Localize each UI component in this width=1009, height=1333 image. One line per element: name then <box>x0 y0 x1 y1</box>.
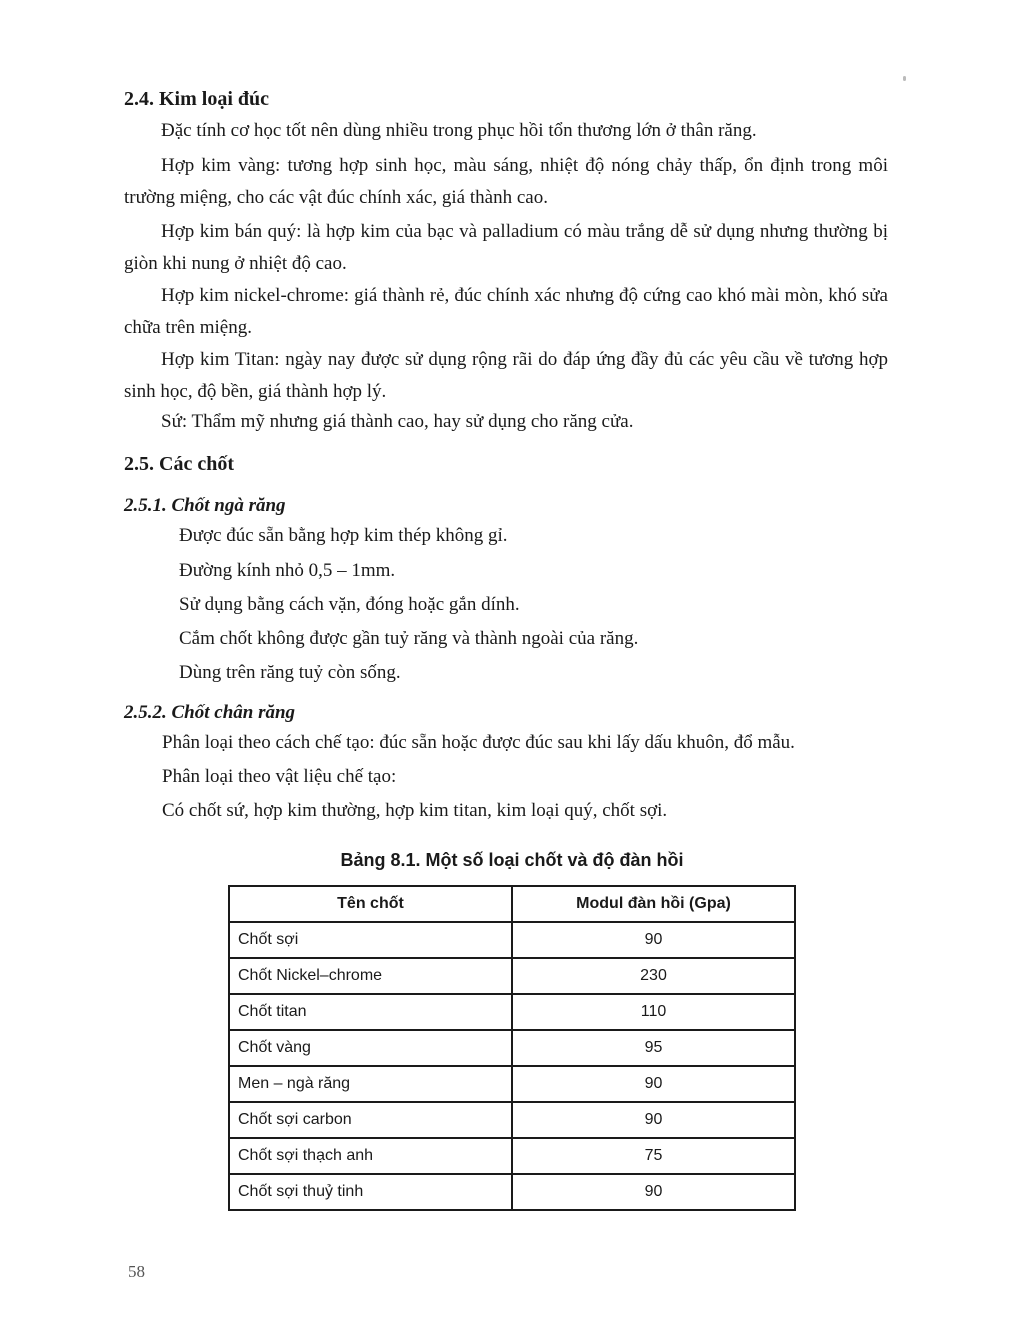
list-line: Có chốt sứ, hợp kim thường, hợp kim titan, kim loại quý, chốt sợi. <box>162 800 668 821</box>
column-header-name: Tên chốt <box>229 886 512 922</box>
list-line: Sử dụng bằng cách vặn, đóng hoặc gắn dính. <box>179 594 520 615</box>
list-line: Dùng trên răng tuỷ còn sống. <box>179 662 401 683</box>
list-line: Được đúc sẵn bằng hợp kim thép không gỉ. <box>179 525 508 546</box>
cell-value: 95 <box>512 1030 795 1066</box>
heading-2-5-2: 2.5.2. Chốt chân răng <box>124 702 296 723</box>
heading-2-5-1: 2.5.1. Chốt ngà răng <box>124 495 286 516</box>
page-number: 58 <box>128 1262 145 1281</box>
column-header-modulus: Modul đàn hồi (Gpa) <box>512 886 795 922</box>
cell-name: Chốt titan <box>229 994 512 1030</box>
table-row <box>229 1138 795 1174</box>
table-row <box>229 994 795 1030</box>
cell-name: Chốt sợi carbon <box>229 1102 512 1138</box>
paragraph: Hợp kim nickel-chrome: giá thành rẻ, đúc chính xác nhưng độ cứng cao khó mài mòn, khó sửa chữa trên miệng. <box>124 285 888 338</box>
paragraph: Hợp kim vàng: tương hợp sinh học, màu sáng, nhiệt độ nóng chảy thấp, ổn định trong môi trường miệng, cho các vật đúc chính xác, giá thành cao. <box>124 155 888 208</box>
table-row <box>229 1174 795 1210</box>
list-line: Phân loại theo cách chế tạo: đúc sẵn hoặc được đúc sau khi lấy dấu khuôn, đổ mẫu. <box>162 732 795 753</box>
table-row <box>229 1102 795 1138</box>
list-line: Đường kính nhỏ 0,5 – 1mm. <box>179 560 396 581</box>
cell-name: Chốt vàng <box>229 1030 512 1066</box>
post-elasticity-table <box>228 885 796 1211</box>
list-line: Phân loại theo vật liệu chế tạo: <box>162 766 397 787</box>
cell-name: Men – ngà răng <box>229 1066 512 1102</box>
cell-value: 75 <box>512 1138 795 1174</box>
table-row <box>229 922 795 958</box>
cell-value: 90 <box>512 1174 795 1210</box>
paragraph: Hợp kim Titan: ngày nay được sử dụng rộng rãi do đáp ứng đầy đủ các yêu cầu về tương hợp sinh học, độ bền, giá thành hợp lý. <box>124 349 888 402</box>
cell-value: 90 <box>512 922 795 958</box>
table-row <box>229 1066 795 1102</box>
heading-2-5: 2.5. Các chốt <box>124 453 234 475</box>
cell-name: Chốt sợi thuỷ tinh <box>229 1174 512 1210</box>
cell-name: Chốt sợi thạch anh <box>229 1138 512 1174</box>
cell-value: 110 <box>512 994 795 1030</box>
paragraph: Hợp kim bán quý: là hợp kim của bạc và palladium có màu trắng dễ sử dụng nhưng thường bị giòn khi nung ở nhiệt độ cao. <box>124 221 888 274</box>
table-row <box>229 1030 795 1066</box>
cell-name: Chốt sợi <box>229 922 512 958</box>
list-line: Cắm chốt không được gần tuỷ răng và thành ngoài của răng. <box>179 628 639 649</box>
cell-value: 90 <box>512 1066 795 1102</box>
table-row <box>229 958 795 994</box>
cell-value: 230 <box>512 958 795 994</box>
paragraph: Sứ: Thẩm mỹ nhưng giá thành cao, hay sử dụng cho răng cửa. <box>161 411 634 432</box>
cell-name: Chốt Nickel–chrome <box>229 958 512 994</box>
table-caption: Bảng 8.1. Một số loại chốt và độ đàn hồi <box>340 850 684 870</box>
heading-2-4: 2.4. Kim loại đúc <box>124 88 270 110</box>
scan-speck <box>903 76 906 81</box>
table-header-row <box>229 886 795 922</box>
paragraph: Đặc tính cơ học tốt nên dùng nhiều trong phục hồi tổn thương lớn ở thân răng. <box>161 120 757 141</box>
cell-value: 90 <box>512 1102 795 1138</box>
